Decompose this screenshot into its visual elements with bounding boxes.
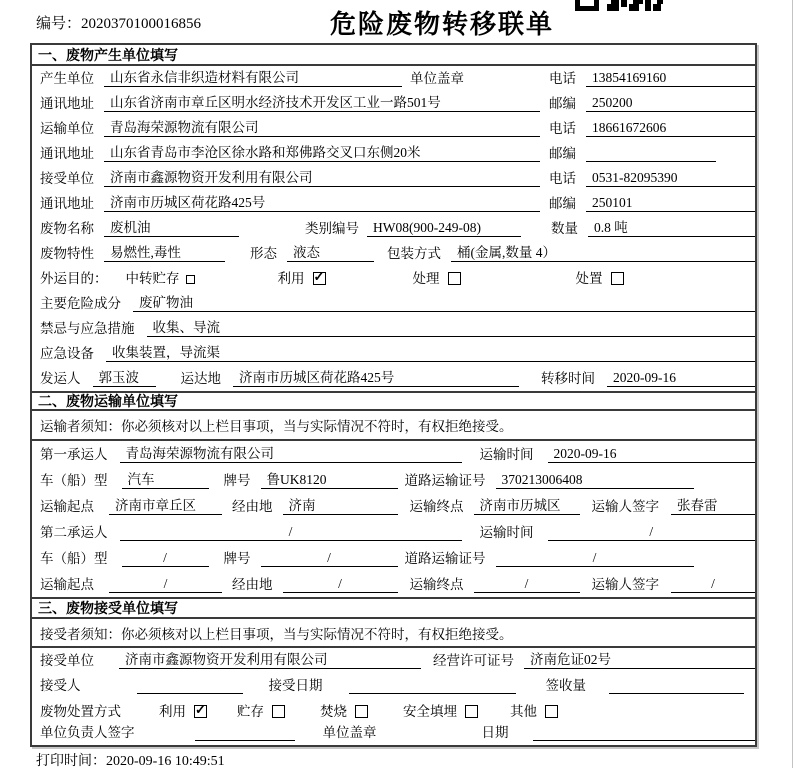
second-carrier-field: / xyxy=(120,524,462,541)
transport-unit-label: 运输单位 xyxy=(40,121,94,136)
producer-unit-label: 产生单位 xyxy=(40,71,94,86)
vehicle-type-field: / xyxy=(122,550,209,567)
responsible-sign-label: 单位负责人签字 xyxy=(40,725,135,740)
transfer-time-label: 转移时间 xyxy=(541,371,595,386)
destination-field: 济南市历城区荷花路425号 xyxy=(233,370,519,387)
receive-unit-confirm-row xyxy=(32,648,755,673)
transport-time-label: 运输时间 xyxy=(479,525,534,540)
signed-amount-label: 签收量 xyxy=(545,678,586,693)
category-code-field: HW08(900-249-08) xyxy=(367,220,521,237)
carrier-sign-label: 运输人签字 xyxy=(591,577,659,592)
print-time-value: 2020-09-16 10:49:51 xyxy=(106,754,225,768)
purpose-option-label: 利用 xyxy=(277,271,305,286)
section-1-header: 一、废物产生单位填写 xyxy=(32,45,755,66)
route-end-label: 运输终点 xyxy=(409,499,464,514)
quantity-field: 0.8 吨 xyxy=(588,220,755,237)
purpose-option-label: 处理 xyxy=(412,271,440,286)
receive-unit-label: 接受单位 xyxy=(40,653,94,668)
second-carrier-label: 第二承运人 xyxy=(40,525,108,540)
carrier-sign-field: / xyxy=(671,576,755,593)
waste-name-label: 废物名称 xyxy=(40,221,94,236)
waste-traits-row xyxy=(32,241,755,266)
disposal-burn-checkbox xyxy=(355,705,368,718)
route-via-label: 经由地 xyxy=(232,499,273,514)
producer-unit-field: 山东省永信非织造材料有限公司 xyxy=(104,70,402,87)
signoff-row xyxy=(32,724,755,745)
phone-label: 电话 xyxy=(549,171,576,186)
emergency-equipment-row xyxy=(32,341,755,366)
route-via-field: / xyxy=(283,576,398,593)
purpose-storage-checkbox xyxy=(186,275,195,284)
disposal-option-label: 其他 xyxy=(510,704,537,719)
emergency-measures-row xyxy=(32,316,755,341)
emergency-measures-label: 禁忌与应急措施 xyxy=(40,321,135,336)
first-vehicle-row xyxy=(32,467,755,493)
waste-traits-label: 废物特性 xyxy=(40,246,94,261)
serial-label: 编号： xyxy=(36,16,82,32)
waste-name-field: 废机油 xyxy=(104,220,239,237)
disposal-option-label: 贮存 xyxy=(237,704,264,719)
packing-field: 桶(金属,数量 4） xyxy=(451,245,755,262)
receive-unit-field: 济南市鑫源物资开发利用有限公司 xyxy=(104,170,540,187)
category-code-label: 类别编号 xyxy=(305,221,359,236)
receiver-notice: 接受者须知：你必须核对以上栏目事项，当与实际情况不符时，有权拒绝接受。 xyxy=(32,619,755,648)
vehicle-type-label: 车（船）型 xyxy=(40,551,108,566)
receive-date-label: 接受日期 xyxy=(268,678,323,693)
purpose-dispose-checkbox xyxy=(611,272,624,285)
road-permit-label: 道路运输证号 xyxy=(404,551,486,566)
receive-unit-field: 济南市鑫源物资开发利用有限公司 xyxy=(119,652,421,669)
page-title: 危险废物转移联单 xyxy=(330,10,555,39)
purpose-option-label: 中转贮存 xyxy=(125,271,180,286)
producer-address-field: 山东省济南市章丘区明水经济技术开发区工业一路501号 xyxy=(104,95,540,112)
print-time-label: 打印时间： xyxy=(36,754,106,768)
disposal-method-row xyxy=(32,698,755,724)
destination-label: 运达地 xyxy=(180,371,221,386)
license-field: 济南危证02号 xyxy=(524,652,755,669)
plate-number-label: 牌号 xyxy=(223,551,251,566)
phone-label: 电话 xyxy=(549,121,576,136)
first-carrier-label: 第一承运人 xyxy=(40,447,108,462)
hazard-component-row xyxy=(32,291,755,316)
transport-unit-field: 青岛海荣源物流有限公司 xyxy=(104,120,540,137)
carrier-sign-label: 运输人签字 xyxy=(591,499,659,514)
producer-address-row xyxy=(32,91,755,116)
receive-unit-row xyxy=(32,166,755,191)
carrier-sign-field: 张春雷 xyxy=(671,498,755,515)
print-time xyxy=(36,750,225,768)
transfer-time-field: 2020-09-16 xyxy=(607,370,755,387)
hazard-component-field: 废矿物油 xyxy=(133,295,755,312)
disposal-option-label: 焚烧 xyxy=(320,704,347,719)
receipt-row xyxy=(32,673,755,698)
emergency-equipment-field: 收集装置，导流渠 xyxy=(106,345,755,362)
transport-address-row xyxy=(32,141,755,166)
emergency-measures-field: 收集、导流 xyxy=(147,320,756,337)
route-start-label: 运输起点 xyxy=(40,499,94,514)
address-label: 通讯地址 xyxy=(40,96,94,111)
serial-value: 2020370100016856 xyxy=(81,16,202,32)
first-carrier-row xyxy=(32,441,755,467)
receive-phone-field: 0531-82095390 xyxy=(586,170,755,187)
second-vehicle-row xyxy=(32,545,755,571)
producer-unit-row xyxy=(32,66,755,91)
section-2-header: 二、废物运输单位填写 xyxy=(32,391,755,411)
unit-seal-label: 单位盖章 xyxy=(410,71,464,86)
receiver-person-field xyxy=(137,677,243,694)
carrier-notice: 运输者须知：你必须核对以上栏目事项，当与实际情况不符时，有权拒绝接受。 xyxy=(32,411,755,441)
route-via-field: 济南 xyxy=(283,498,398,515)
serial-number xyxy=(36,12,201,33)
receive-address-field: 济南市历城区荷花路425号 xyxy=(104,195,540,212)
waste-name-row xyxy=(32,216,755,241)
form-state-field: 液态 xyxy=(287,245,374,262)
first-route-row xyxy=(32,493,755,519)
receive-address-row xyxy=(32,191,755,216)
shipper-label: 发运人 xyxy=(40,371,81,386)
plate-number-field: 鲁UK8120 xyxy=(261,472,398,489)
transfer-form-table xyxy=(30,43,757,747)
date-label: 日期 xyxy=(481,725,509,740)
second-carrier-row xyxy=(32,519,755,545)
transport-time-label: 运输时间 xyxy=(479,447,534,462)
emergency-equipment-label: 应急设备 xyxy=(40,346,94,361)
purpose-treat-checkbox xyxy=(448,272,461,285)
waste-traits-field: 易燃性,毒性 xyxy=(104,245,225,262)
route-start-label: 运输起点 xyxy=(40,577,94,592)
purpose-option-label: 处置 xyxy=(575,271,603,286)
receive-date-field xyxy=(349,677,516,694)
disposal-utilize-checkbox xyxy=(194,705,207,718)
date-field xyxy=(533,724,756,741)
transport-phone-field: 18661672606 xyxy=(586,120,755,137)
receiver-person-label: 接受人 xyxy=(40,678,81,693)
license-label: 经营许可证号 xyxy=(433,653,514,668)
route-end-label: 运输终点 xyxy=(409,577,464,592)
transport-time-field: / xyxy=(548,524,756,541)
receive-zip-field: 250101 xyxy=(586,195,755,212)
vehicle-type-field: 汽车 xyxy=(122,472,209,489)
transport-unit-row xyxy=(32,116,755,141)
route-end-field: 济南市历城区 xyxy=(474,498,580,515)
hazard-component-label: 主要危险成分 xyxy=(40,296,121,311)
road-permit-field: / xyxy=(496,550,694,567)
form-state-label: 形态 xyxy=(250,246,277,261)
first-carrier-field: 青岛海荣源物流有限公司 xyxy=(120,446,462,463)
disposal-other-checkbox xyxy=(545,705,558,718)
purpose-utilize-checkbox xyxy=(313,272,326,285)
second-route-row xyxy=(32,571,755,597)
plate-number-field: / xyxy=(261,550,398,567)
signed-amount-field xyxy=(609,677,744,694)
disposal-method-label: 废物处置方式 xyxy=(40,704,121,719)
shipper-field: 郭玉波 xyxy=(93,370,156,387)
vehicle-type-label: 车（船）型 xyxy=(40,473,108,488)
transport-zip-field xyxy=(586,145,716,162)
responsible-sign-field xyxy=(195,724,295,741)
disposal-store-checkbox xyxy=(272,705,285,718)
page-edge-line xyxy=(792,0,793,768)
producer-zip-field: 250200 xyxy=(586,95,755,112)
address-label: 通讯地址 xyxy=(40,146,94,161)
packing-label: 包装方式 xyxy=(387,246,441,261)
zip-label: 邮编 xyxy=(549,196,576,211)
receive-unit-label: 接受单位 xyxy=(40,171,94,186)
transport-address-field: 山东省青岛市李沧区徐水路和郑佛路交叉口东侧20米 xyxy=(104,145,540,162)
address-label: 通讯地址 xyxy=(40,196,94,211)
dispatch-row xyxy=(32,366,755,391)
disposal-option-label: 利用 xyxy=(159,704,186,719)
quantity-label: 数量 xyxy=(551,221,578,236)
zip-label: 邮编 xyxy=(549,96,576,111)
route-start-field: 济南市章丘区 xyxy=(109,498,222,515)
route-end-field: / xyxy=(474,576,580,593)
disposal-option-label: 安全填埋 xyxy=(403,704,457,719)
disposal-landfill-checkbox xyxy=(465,705,478,718)
qr-code-fragment-icon xyxy=(575,0,665,11)
route-via-label: 经由地 xyxy=(232,577,273,592)
road-permit-field: 370213006408 xyxy=(496,472,694,489)
phone-label: 电话 xyxy=(549,71,576,86)
zip-label: 邮编 xyxy=(549,146,576,161)
transport-time-field: 2020-09-16 xyxy=(548,446,756,463)
transfer-purpose-row xyxy=(32,266,755,291)
section-3-header: 三、废物接受单位填写 xyxy=(32,597,755,619)
plate-number-label: 牌号 xyxy=(223,473,251,488)
unit-seal-label: 单位盖章 xyxy=(322,725,377,740)
transfer-purpose-label: 外运目的： xyxy=(40,271,108,286)
producer-phone-field: 13854169160 xyxy=(586,70,755,87)
route-start-field: / xyxy=(109,576,222,593)
road-permit-label: 道路运输证号 xyxy=(404,473,486,488)
